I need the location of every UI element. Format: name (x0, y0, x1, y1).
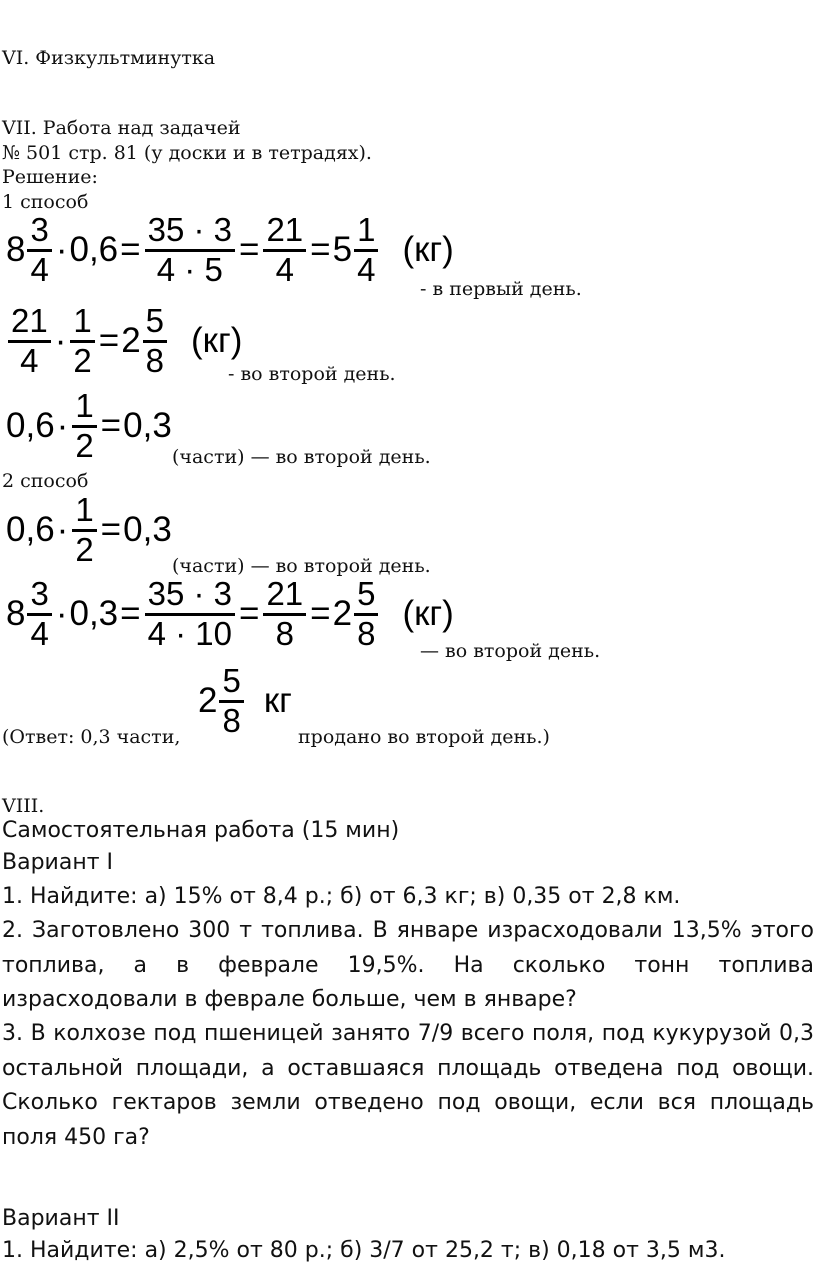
eq2-frac3: $\frac{5}{8}$ (143, 304, 167, 378)
eq4-frac: $\frac{1}{2}$ (72, 493, 96, 567)
answer-start: (Ответ: 0,3 части, (2, 726, 181, 748)
section-8-heading: VIII. (2, 795, 45, 817)
equation-4: 0,6 · $\frac{1}{2}$ = 0,3 (6, 490, 172, 568)
equation-2: $\frac{21}{4}$ · $\frac{1}{2}$ = 2 $\frac{5}{8}$ (кг) (6, 305, 242, 377)
eq2-frac1: $\frac{21}{4}$ (8, 304, 51, 378)
variant-2-label: Вариант II (2, 1206, 120, 1231)
variant-1-label: Вариант I (2, 850, 113, 875)
answer-frac: $\frac{5}{8}$ (219, 664, 243, 738)
eq3-note: (части) — во второй день. (172, 446, 431, 468)
eq5-frac1: $\frac{3}{4}$ (27, 577, 51, 651)
eq1-whole-result: 5 (332, 230, 353, 269)
eq5-frac3: $\frac{21}{8}$ (263, 577, 306, 651)
equation-3: 0,6 · $\frac{1}{2}$ = 0,3 (6, 386, 172, 464)
independent-work-title: Самостоятельная работа (15 мин) (2, 818, 400, 843)
method-1-label: 1 способ (2, 191, 89, 213)
eq1-frac2: $\frac{35 \cdot 3}{4 \cdot 5}$ (145, 213, 235, 287)
eq4-note: (части) — во второй день. (172, 555, 431, 577)
eq2-unit: (кг) (191, 321, 243, 360)
eq5-frac4: $\frac{5}{8}$ (354, 577, 378, 651)
eq3-frac: $\frac{1}{2}$ (72, 389, 96, 463)
eq2-frac2: $\frac{1}{2}$ (70, 304, 94, 378)
eq1-frac4: $\frac{1}{4}$ (354, 213, 378, 287)
equation-5: 8 $\frac{3}{4}$ · 0,3 = $\frac{35 \cdot 3}{4 \cdot 10}$ = $\frac{21}{8}$ = 2 $\frac{5}{8}$ (кг) (6, 574, 454, 652)
section-6-heading: VI. Физкультминутка (2, 47, 216, 69)
eq5-frac2: $\frac{35 \cdot 3}{4 \cdot 10}$ (145, 577, 235, 651)
section-7-heading: VII. Работа над задачей (2, 117, 241, 139)
v1-item-3: 3. В колхозе под пшеницей занято 7/9 всего поля, под кукурузой 0,3 остальной площади, а оставшаяся площадь отведена под овощи. Сколько гектаров земли отведено под овощи, если вся площадь поля 450 га? (2, 1021, 814, 1150)
method-2-label: 2 способ (2, 470, 89, 492)
v2-item-1: 1. Найдите: а) 2,5% от 80 р.; б) 3/7 от 25,2 т; в) 0,18 от 3,5 м3. (2, 1238, 726, 1263)
eq1-frac1: $\frac{3}{4}$ (27, 213, 51, 287)
v1-item-2: 2. Заготовлено 300 т топлива. В январе израсходовали 13,5% этого топлива, а в феврале 19,5%. На сколько тонн топлива израсходовали в феврале больше, чем в январе? (2, 918, 814, 1012)
eq1-unit: (кг) (402, 230, 454, 269)
answer-end: продано во второй день.) (298, 726, 550, 748)
eq2-note: - во второй день. (228, 363, 396, 385)
eq1-whole: 8 (6, 230, 26, 269)
equation-1: 8 $\frac{3}{4}$ · 0,6 = $\frac{35 \cdot 3}{4 \cdot 5}$ = $\frac{21}{4}$ = 5 $\frac{1}{4}$ (кг) (6, 210, 454, 288)
eq1-decimal: 0,6 (69, 230, 119, 269)
eq2-whole: 2 (121, 321, 141, 360)
v1-item-1: 1. Найдите: а) 15% от 8,4 р.; б) от 6,3 кг; в) 0,35 от 2,8 км. (2, 884, 681, 909)
answer-mixed-number: 2 $\frac{5}{8}$ кг (198, 661, 292, 739)
solution-label: Решение: (2, 166, 98, 188)
task-reference: № 501 стр. 81 (у доски и в тетрадях). (2, 142, 372, 164)
eq1-frac3: $\frac{21}{4}$ (263, 213, 306, 287)
eq1-note: - в первый день. (420, 278, 582, 300)
eq5-note: — во второй день. (420, 640, 601, 662)
